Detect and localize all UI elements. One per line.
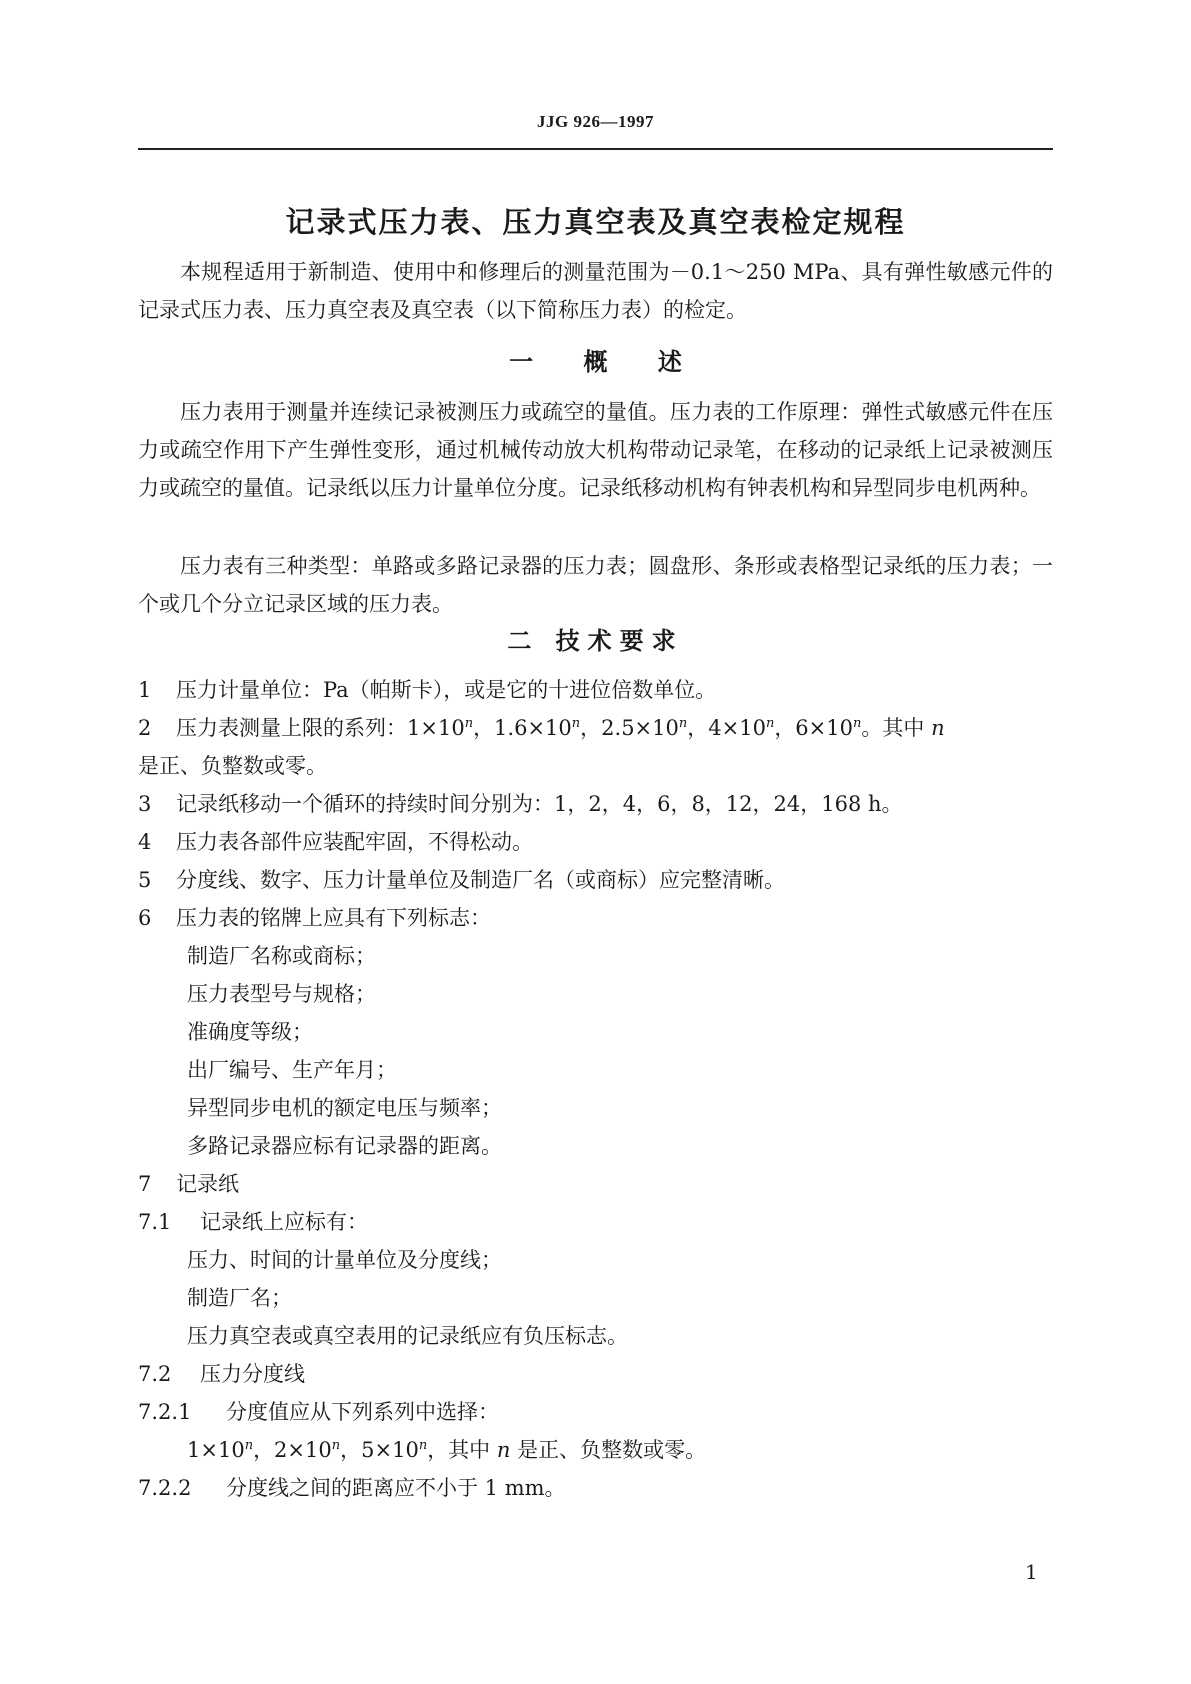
item-number: 2 [138,716,152,740]
item-text: 压力表的铭牌上应具有下列标志： [176,906,491,930]
exponent: n [765,716,775,731]
item-text: 。其中 [861,716,932,740]
item-number: 1 [138,678,152,702]
series-value: ，4×10 [687,716,766,740]
item-text: 记录纸 [176,1172,239,1196]
exponent: n [853,716,862,731]
list-item [138,1355,1053,1393]
exponent: n [464,716,474,731]
item-text: 压力分度线 [200,1362,305,1386]
list-item [138,1469,1053,1507]
sub-list-item: 压力真空表或真空表用的记录纸应有负压标志。 [187,1324,628,1348]
exponent: n [244,1438,254,1453]
series-value: ，2×10 [253,1438,332,1462]
sub-list-item: 制造厂名； [187,1286,292,1310]
item-number: 7.1 [138,1210,172,1234]
item-number: 7.2.2 [138,1476,192,1500]
item-text: 压力表测量上限的系列： [176,716,407,740]
section-heading-overview: 一 概 述 [509,348,682,376]
series-value: ，2.5×10 [580,716,679,740]
standard-code: JJG 926—1997 [537,112,654,131]
sub-list-item: 多路记录器应标有记录器的距离。 [187,1134,502,1158]
list-item [138,709,1053,785]
list-item [138,785,1053,823]
item-number: 7.2.1 [138,1400,192,1424]
sub-list-item: 异型同步电机的额定电压与频率； [187,1096,502,1120]
list-item [138,823,1053,861]
item-text: 是正、负整数或零。 [510,1438,707,1462]
sub-list-item [187,1431,1102,1469]
series-value: ，5×10 [340,1438,419,1462]
sub-list-item: 出厂编号、生产年月； [187,1058,397,1082]
item-text: 记录纸上应标有： [200,1210,368,1234]
item-number: 3 [138,792,152,816]
item-number: 5 [138,868,152,892]
item-number: 6 [138,906,152,930]
item-number: 4 [138,830,152,854]
exponent: n [571,716,581,731]
item-text-continued: 是正、负整数或零。 [138,754,327,778]
sub-list-item: 压力表型号与规格； [187,982,376,1006]
sub-list-item: 准确度等级； [187,1020,313,1044]
item-text: 分度线、数字、压力计量单位及制造厂名（或商标）应完整清晰。 [176,868,785,892]
exponent: n [678,716,688,731]
sub-list-item: 制造厂名称或商标； [187,944,376,968]
intro-paragraph: 本规程适用于新制造、使用中和修理后的测量范围为－0.1～250 MPa、具有弹性敏感元件的记录式压力表、压力真空表及真空表（以下简称压力表）的检定。 [138,260,1053,322]
exponent: n [418,1438,428,1453]
overview-paragraph-2: 压力表有三种类型：单路或多路记录器的压力表；圆盘形、条形或表格型记录纸的压力表；一个或几个分立记录区域的压力表。 [138,554,1053,616]
variable: n [931,716,945,740]
item-text: 压力计量单位：Pa（帕斯卡），或是它的十进位倍数单位。 [176,678,717,702]
section-heading-technical: 二 技术要求 [507,627,684,655]
list-item [138,671,1053,709]
item-number: 7 [138,1172,152,1196]
variable: n [496,1438,511,1462]
series-value: 1×10 [407,716,465,740]
series-value: 1×10 [187,1438,245,1462]
item-text: ，其中 [427,1438,497,1462]
exponent: n [331,1438,341,1453]
list-item [138,899,1053,937]
overview-paragraph-1: 压力表用于测量并连续记录被测压力或疏空的量值。压力表的工作原理：弹性式敏感元件在压力或疏空作用下产生弹性变形，通过机械传动放大机构带动记录笔，在移动的记录纸上记录被测压力或疏空的量值。记录纸以压力计量单位分度。记录纸移动机构有钟表机构和异型同步电机两种。 [138,400,1053,500]
series-value: ，6×10 [774,716,853,740]
item-text: 分度值应从下列系列中选择： [226,1400,499,1424]
page-title: 记录式压力表、压力真空表及真空表检定规程 [285,205,906,239]
header-divider [138,148,1053,150]
item-text: 分度线之间的距离应不小于 1 mm。 [226,1476,566,1500]
item-number: 7.2 [138,1362,172,1386]
item-text: 记录纸移动一个循环的持续时间分别为：1，2，4，6，8，12，24，168 h。 [176,792,903,816]
list-item [138,1165,1053,1203]
list-item [138,1203,1053,1241]
sub-list-item: 压力、时间的计量单位及分度线； [187,1248,502,1272]
series-value: ，1.6×10 [473,716,572,740]
item-text: 压力表各部件应装配牢固，不得松动。 [176,830,533,854]
list-item [138,1393,1053,1431]
page-number: 1 [1025,1560,1038,1584]
list-item [138,861,1053,899]
